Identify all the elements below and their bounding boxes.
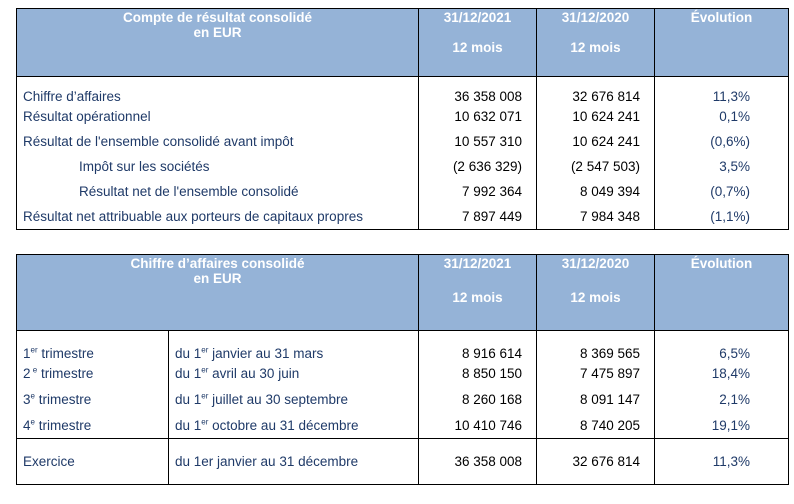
table-row <box>17 361 789 387</box>
period-prefix: du 1 <box>175 366 202 381</box>
col-2020 <box>537 9 655 77</box>
row-label: Résultat net attribuable aux porteurs de capitaux propres <box>17 204 419 230</box>
table-row <box>17 204 789 230</box>
evolution-value: (0,6%) <box>655 129 789 154</box>
value-2020: 10 624 241 <box>537 129 655 154</box>
quarter-number: 4 <box>23 417 31 433</box>
value-2020: 8 049 394 <box>537 179 655 204</box>
title-line-1: Compte de résultat consolidé <box>122 10 313 25</box>
evolution-value: 11,3% <box>655 77 789 104</box>
income-statement-header <box>17 9 789 77</box>
table-row <box>17 331 789 361</box>
quarter-number: 1 <box>23 345 31 361</box>
period-suffix: er <box>201 391 209 401</box>
col-evolution <box>655 9 789 77</box>
value-2020: 7 475 897 <box>537 361 655 387</box>
value-2021: 7 897 449 <box>419 204 537 230</box>
col-evolution <box>655 255 789 331</box>
value-2020: 7 984 348 <box>537 204 655 230</box>
row-label: Résultat opérationnel <box>17 104 419 129</box>
total-label: Exercice <box>17 439 169 485</box>
quarter-word: trimestre <box>34 417 92 433</box>
value-2021: (2 636 329) <box>419 154 537 179</box>
evolution-value: 2,1% <box>655 387 789 413</box>
period-rest: janvier au 31 mars <box>208 345 324 361</box>
value-2021: 10 632 071 <box>419 104 537 129</box>
value-2020: (2 547 503) <box>537 154 655 179</box>
row-label: Résultat net de l'ensemble consolidé <box>17 179 419 204</box>
period-rest: juillet au 30 septembre <box>208 392 348 407</box>
row-label: Impôt sur les sociétés <box>17 154 419 179</box>
value-2020: 8 091 147 <box>537 387 655 413</box>
quarter-label <box>17 387 169 413</box>
period-prefix: du 1 <box>175 345 202 361</box>
col-2021-months: 12 mois <box>452 40 503 55</box>
col-2021 <box>419 255 537 331</box>
revenue-header <box>17 255 789 331</box>
total-evolution: 11,3% <box>655 439 789 485</box>
quarter-suffix: e <box>30 391 35 401</box>
title-line-2: en EUR <box>193 271 242 286</box>
period-suffix: er <box>201 345 209 354</box>
period-label <box>169 387 419 413</box>
period-label <box>169 331 419 361</box>
col-2021-date: 31/12/2021 <box>443 256 512 271</box>
period-rest: octobre au 31 décembre <box>208 417 359 433</box>
income-statement-title <box>17 9 419 77</box>
value-2021: 7 992 364 <box>419 179 537 204</box>
evolution-value: (0,7%) <box>655 179 789 204</box>
period-suffix: er <box>201 365 209 375</box>
evolution-value: 18,4% <box>655 361 789 387</box>
row-label: Chiffre d’affaires <box>17 77 419 104</box>
value-2021: 8 850 150 <box>419 361 537 387</box>
col-2020-months: 12 mois <box>570 290 621 305</box>
col-2020 <box>537 255 655 331</box>
value-2020: 8 369 565 <box>537 331 655 361</box>
quarter-label <box>17 413 169 439</box>
value-2021: 10 410 746 <box>419 413 537 439</box>
table-row <box>17 413 789 439</box>
title-line-2: en EUR <box>193 25 242 40</box>
row-label: Résultat de l'ensemble consolidé avant impôt <box>17 129 419 154</box>
value-2020: 32 676 814 <box>537 77 655 104</box>
table-row <box>17 179 789 204</box>
evolution-value: 6,5% <box>655 331 789 361</box>
quarter-label <box>17 361 169 387</box>
quarter-number: 3 <box>23 392 31 407</box>
col-2020-months: 12 mois <box>570 40 621 55</box>
col-2021-months: 12 mois <box>452 290 503 305</box>
evolution-value: 3,5% <box>655 154 789 179</box>
period-suffix: er <box>201 417 209 427</box>
col-2020-date: 31/12/2020 <box>561 10 630 25</box>
table-row <box>17 104 789 129</box>
col-evolution-label: Évolution <box>690 10 753 25</box>
col-2021-date: 31/12/2021 <box>443 10 512 25</box>
period-rest: avril au 30 juin <box>208 366 300 381</box>
evolution-value: (1,1%) <box>655 204 789 230</box>
col-2020-date: 31/12/2020 <box>561 256 630 271</box>
period-prefix: du 1 <box>175 417 202 433</box>
total-row <box>17 439 789 485</box>
table-row <box>17 154 789 179</box>
quarter-suffix: er <box>30 345 38 354</box>
evolution-value: 19,1% <box>655 413 789 439</box>
table-row <box>17 77 789 104</box>
table-row <box>17 129 789 154</box>
col-evolution-label: Évolution <box>690 256 753 271</box>
quarter-number: 2 <box>23 366 31 381</box>
revenue-table <box>16 254 789 485</box>
quarter-word: trimestre <box>34 392 92 407</box>
quarter-word: trimestre <box>37 366 94 381</box>
quarter-word: trimestre <box>37 345 94 361</box>
total-2020: 32 676 814 <box>537 439 655 485</box>
value-2020: 10 624 241 <box>537 104 655 129</box>
revenue-title <box>17 255 419 331</box>
col-2021 <box>419 9 537 77</box>
period-prefix: du 1 <box>175 392 202 407</box>
value-2021: 10 557 310 <box>419 129 537 154</box>
total-period: du 1er janvier au 31 décembre <box>169 439 419 485</box>
quarter-suffix: e <box>30 365 38 375</box>
value-2021: 8 916 614 <box>419 331 537 361</box>
title-line-1: Chiffre d’affaires consolidé <box>130 256 305 271</box>
income-statement-table <box>16 8 789 230</box>
value-2021: 8 260 168 <box>419 387 537 413</box>
evolution-value: 0,1% <box>655 104 789 129</box>
table-row <box>17 387 789 413</box>
value-2021: 36 358 008 <box>419 77 537 104</box>
quarter-label <box>17 331 169 361</box>
value-2020: 8 740 205 <box>537 413 655 439</box>
total-2021: 36 358 008 <box>419 439 537 485</box>
period-label <box>169 413 419 439</box>
period-label <box>169 361 419 387</box>
quarter-suffix: e <box>30 417 35 427</box>
